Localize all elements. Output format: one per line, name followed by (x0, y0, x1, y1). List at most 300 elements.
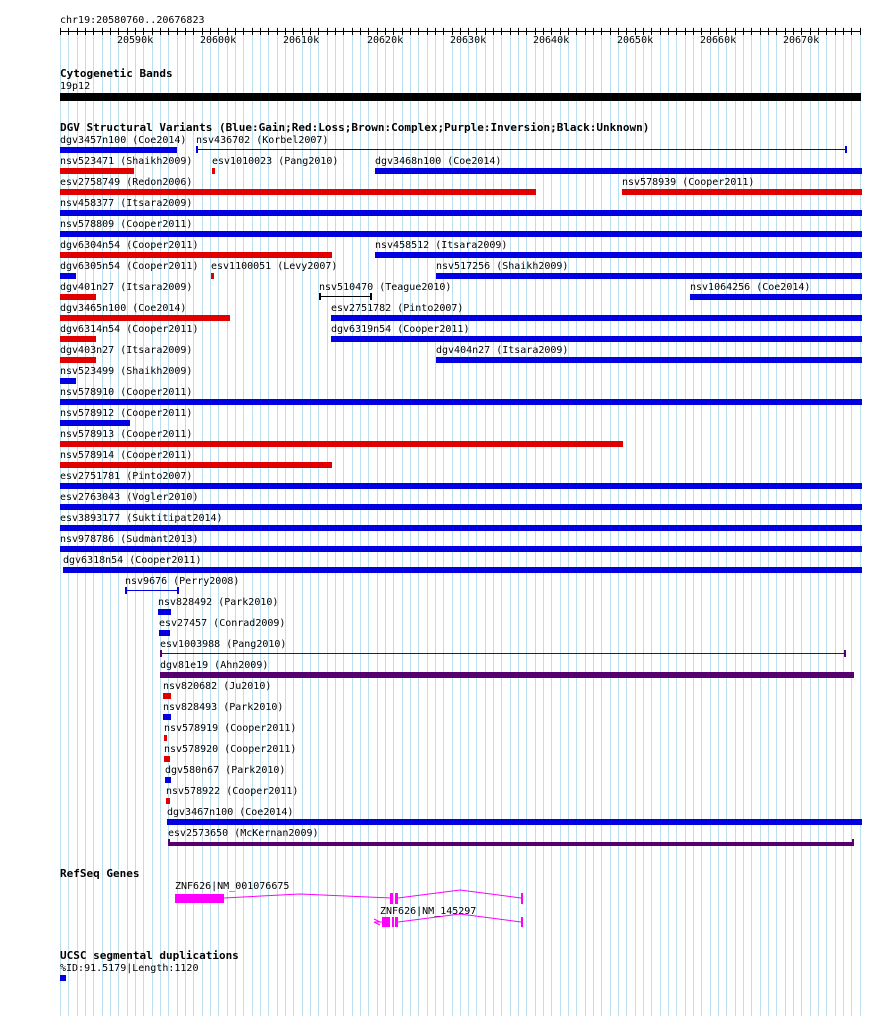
dgv-feature-label: esv1010023 (Pang2010) (212, 156, 339, 167)
ruler-tick-label: 20610k (283, 35, 320, 46)
grid-line (501, 27, 502, 1016)
gene-label-znf626-nm-001076675: ZNF626|NM_001076675 (175, 881, 290, 892)
ruler-tick (202, 28, 203, 35)
ruler-tick-label: 20650k (617, 35, 654, 46)
grid-line (843, 27, 844, 1016)
dgv-feature-end (844, 650, 846, 657)
ruler-tick (718, 28, 719, 35)
gene-intron (224, 894, 391, 898)
ruler-tick (385, 28, 386, 35)
dgv-feature-bar (60, 294, 96, 300)
dgv-feature-bar (60, 231, 862, 237)
dgv-feature-label: dgv3457n100 (Coe2014) (60, 135, 187, 146)
dgv-feature-bar (375, 168, 862, 174)
dgv-feature-label: nsv578919 (Cooper2011) (164, 723, 297, 734)
grid-line (443, 27, 444, 1016)
gene-znf626-nm-001076675[interactable] (175, 890, 523, 904)
ruler-tick (377, 28, 378, 35)
ruler-tick (252, 28, 253, 35)
grid-line (685, 27, 686, 1016)
dgv-feature-end (168, 839, 170, 846)
gene-intron (398, 890, 521, 898)
gene-exon (392, 917, 394, 927)
grid-line (826, 27, 827, 1016)
grid-line (285, 27, 286, 1016)
dgv-feature-label: nsv578912 (Cooper2011) (60, 408, 193, 419)
ruler-tick (127, 28, 128, 35)
grid-line (293, 27, 294, 1016)
dgv-feature-bar (60, 462, 332, 468)
dgv-feature-label: dgv6319n54 (Cooper2011) (331, 324, 470, 335)
grid-line (626, 27, 627, 1016)
grid-line (835, 27, 836, 1016)
grid-line (635, 27, 636, 1016)
dgv-feature-bar (164, 756, 170, 762)
grid-line (643, 27, 644, 1016)
grid-line (793, 27, 794, 1016)
grid-line (343, 27, 344, 1016)
grid-line (751, 27, 752, 1016)
ruler-tick (227, 28, 228, 35)
grid-line (601, 27, 602, 1016)
dgv-feature-bar (158, 609, 171, 615)
grid-line (576, 27, 577, 1016)
dgv-feature-bar (60, 504, 862, 510)
grid-line (860, 27, 861, 1016)
grid-line (526, 27, 527, 1016)
dgv-feature-bar (331, 336, 862, 342)
dgv-feature-bar (60, 525, 862, 531)
grid-line (327, 27, 328, 1016)
ruler-tick (260, 28, 261, 35)
grid-line (743, 27, 744, 1016)
ruler-tick (143, 28, 144, 35)
dgv-feature-label: nsv978786 (Sudmant2013) (60, 534, 199, 545)
ruler-tick (218, 28, 219, 35)
dgv-feature-end (845, 146, 847, 153)
ruler-tick (643, 28, 644, 35)
dgv-feature-bar (159, 630, 170, 636)
ruler-tick (285, 28, 286, 35)
dgv-feature-bar (168, 842, 853, 846)
dgv-feature-bar (212, 168, 215, 174)
dgv-feature-label: nsv523499 (Shaikh2009) (60, 366, 193, 377)
dgv-feature-bar (160, 672, 854, 678)
ruler-tick (368, 28, 369, 35)
grid-line (618, 27, 619, 1016)
dgv-feature-bar (60, 399, 862, 405)
ruler-tick (160, 28, 161, 35)
dgv-feature-label: esv2758749 (Redon2006) (60, 177, 193, 188)
grid-line (418, 27, 419, 1016)
gene-exon (395, 893, 398, 904)
ruler-tick-label: 20660k (700, 35, 737, 46)
grid-line (760, 27, 761, 1016)
dgv-feature-label: esv1100051 (Levy2007) (211, 261, 338, 272)
dgv-feature-label: esv2751781 (Pinto2007) (60, 471, 193, 482)
cytoband-label: 19p12 (60, 81, 91, 92)
ruler-tick (335, 28, 336, 35)
grid-line (726, 27, 727, 1016)
dgv-feature-label: dgv6318n54 (Cooper2011) (63, 555, 202, 566)
grid-line (801, 27, 802, 1016)
grid-line (810, 27, 811, 1016)
segdup-label: %ID:91.5179|Length:1120 (60, 963, 199, 974)
ruler-tick (77, 28, 78, 35)
grid-line (551, 27, 552, 1016)
ruler-tick (243, 28, 244, 35)
ruler-tick-label: 20640k (533, 35, 570, 46)
dgv-feature-bar (60, 147, 177, 153)
dgv-feature-label: nsv828492 (Park2010) (158, 597, 279, 608)
dgv-feature-bar (196, 149, 846, 150)
ruler-tick (835, 28, 836, 35)
grid-line (535, 27, 536, 1016)
dgv-feature-bar (436, 357, 862, 363)
ruler-tick (668, 28, 669, 35)
grid-line (460, 27, 461, 1016)
dgv-feature-end (125, 587, 127, 594)
dgv-feature-end (852, 839, 854, 846)
dgv-feature-label: nsv523471 (Shaikh2009) (60, 156, 193, 167)
dgv-feature-bar (60, 378, 76, 384)
dgv-feature-label: dgv81e19 (Ahn2009) (160, 660, 269, 671)
dgv-feature-label: nsv820682 (Ju2010) (163, 681, 272, 692)
dgv-feature-bar (622, 189, 862, 195)
dgv-feature-bar (60, 357, 96, 363)
dgv-feature-bar (436, 273, 862, 279)
grid-line (385, 27, 386, 1016)
ruler-tick (543, 28, 544, 35)
ruler-tick (785, 28, 786, 35)
dgv-feature-end (319, 293, 321, 300)
dgv-feature-label: nsv578939 (Cooper2011) (622, 177, 755, 188)
ruler-tick (701, 28, 702, 35)
grid-line (610, 27, 611, 1016)
ruler-tick (618, 28, 619, 35)
ruler-tick (410, 28, 411, 35)
dgv-feature-bar (60, 168, 134, 174)
dgv-feature-label: nsv578920 (Cooper2011) (164, 744, 297, 755)
ruler-tick (660, 28, 661, 35)
grid-line (585, 27, 586, 1016)
ruler-tick (560, 28, 561, 35)
dgv-feature-end (160, 650, 162, 657)
dgv-feature-bar (163, 693, 171, 699)
ruler-tick (85, 28, 86, 35)
grid-line (818, 27, 819, 1016)
ruler-tick (518, 28, 519, 35)
ruler-tick-label: 20630k (450, 35, 487, 46)
dgv-feature-label: dgv403n27 (Itsara2009) (60, 345, 193, 356)
ruler-tick (476, 28, 477, 35)
dgv-feature-label: nsv517256 (Shaikh2009) (436, 261, 569, 272)
grid-line (710, 27, 711, 1016)
ruler-tick-label: 20670k (783, 35, 820, 46)
ruler-tick (610, 28, 611, 35)
dgv-feature-label: esv27457 (Conrad2009) (159, 618, 286, 629)
dgv-feature-label: esv3893177 (Suktitipat2014) (60, 513, 223, 524)
dgv-feature-label: dgv6304n54 (Cooper2011) (60, 240, 199, 251)
grid-line (427, 27, 428, 1016)
dgv-feature-bar (166, 798, 170, 804)
grid-line (410, 27, 411, 1016)
ruler-tick (651, 28, 652, 35)
dgv-feature-label: dgv580n67 (Park2010) (165, 765, 286, 776)
dgv-feature-end (196, 146, 198, 153)
dgv-feature-label: nsv578809 (Cooper2011) (60, 219, 193, 230)
dgv-feature-label: nsv436702 (Korbel2007) (196, 135, 329, 146)
grid-line (352, 27, 353, 1016)
ruler-tick (726, 28, 727, 35)
ruler-tick (293, 28, 294, 35)
dgv-feature-label: dgv3468n100 (Coe2014) (375, 156, 502, 167)
dgv-feature-bar (125, 590, 178, 591)
ruler-tick (535, 28, 536, 35)
ruler-tick (402, 28, 403, 35)
gene-exon (175, 894, 224, 903)
grid-line (718, 27, 719, 1016)
dgv-feature-label: nsv9676 (Perry2008) (125, 576, 240, 587)
grid-line (701, 27, 702, 1016)
ruler-tick (485, 28, 486, 35)
dgv-feature-bar (60, 483, 862, 489)
ruler-tick (601, 28, 602, 35)
dgv-feature-bar (60, 546, 862, 552)
dgv-feature-bar (60, 336, 96, 342)
grid-line (368, 27, 369, 1016)
ruler-tick-label: 20600k (200, 35, 237, 46)
ruler-tick (710, 28, 711, 35)
ruler-tick (193, 28, 194, 35)
ruler-tick (93, 28, 94, 35)
ruler-tick (135, 28, 136, 35)
dgv-feature-label: dgv404n27 (Itsara2009) (436, 345, 569, 356)
dgv-feature-bar (165, 777, 171, 783)
grid-line (268, 27, 269, 1016)
dgv-feature-end (370, 293, 372, 300)
grid-line (402, 27, 403, 1016)
ruler-tick (452, 28, 453, 35)
dgv-feature-end (177, 587, 179, 594)
grid-line (302, 27, 303, 1016)
ruler-tick (60, 28, 61, 35)
grid-line (735, 27, 736, 1016)
grid-line (543, 27, 544, 1016)
grid-line (785, 27, 786, 1016)
grid-line (660, 27, 661, 1016)
dgv-feature-bar (60, 420, 130, 426)
dgv-feature-bar (60, 210, 862, 216)
ruler-tick (235, 28, 236, 35)
grid-line (235, 27, 236, 1016)
ruler-tick (210, 28, 211, 35)
grid-line (227, 27, 228, 1016)
grid-line (851, 27, 852, 1016)
ruler-tick (110, 28, 111, 35)
ruler-tick (593, 28, 594, 35)
ruler-tick (310, 28, 311, 35)
ruler-tick (501, 28, 502, 35)
ruler-tick (810, 28, 811, 35)
gene-exon (382, 917, 390, 927)
ruler-tick (793, 28, 794, 35)
ruler-tick (185, 28, 186, 35)
dgv-feature-label: nsv578922 (Cooper2011) (166, 786, 299, 797)
ruler-tick (676, 28, 677, 35)
dgv-feature-bar (375, 252, 862, 258)
dgv-feature-label: nsv458377 (Itsara2009) (60, 198, 193, 209)
dgv-feature-label: nsv510470 (Teague2010) (319, 282, 452, 293)
ruler-tick (626, 28, 627, 35)
ruler-tick (743, 28, 744, 35)
ruler-tick (68, 28, 69, 35)
dgv-feature-bar (331, 315, 862, 321)
grid-line (568, 27, 569, 1016)
ruler-tick (493, 28, 494, 35)
ruler-tick (768, 28, 769, 35)
ruler-tick (443, 28, 444, 35)
grid-line (776, 27, 777, 1016)
dgv-feature-label: nsv578914 (Cooper2011) (60, 450, 193, 461)
ruler-tick (735, 28, 736, 35)
grid-line (476, 27, 477, 1016)
ruler-tick (318, 28, 319, 35)
dgv-feature-bar (211, 273, 214, 279)
grid-line (676, 27, 677, 1016)
ruler-tick (277, 28, 278, 35)
ruler-tick (152, 28, 153, 35)
grid-line (510, 27, 511, 1016)
ruler-tick (568, 28, 569, 35)
ruler-tick (435, 28, 436, 35)
dgv-feature-bar (60, 252, 332, 258)
ruler-tick (268, 28, 269, 35)
ruler-tick (360, 28, 361, 35)
refseq-track-title: RefSeq Genes (60, 867, 140, 880)
grid-line (651, 27, 652, 1016)
ruler-tick (576, 28, 577, 35)
ruler-tick (418, 28, 419, 35)
ruler-tick (352, 28, 353, 35)
grid-line (335, 27, 336, 1016)
segdup-track-title: UCSC segmental duplications (60, 949, 239, 962)
grid-line (377, 27, 378, 1016)
grid-line (768, 27, 769, 1016)
dgv-feature-label: esv1003988 (Pang2010) (160, 639, 287, 650)
dgv-feature-label: esv2751782 (Pinto2007) (331, 303, 464, 314)
ruler-tick-label: 20590k (117, 35, 154, 46)
grid-line (485, 27, 486, 1016)
cytoband-bar[interactable] (60, 93, 861, 101)
grid-line (310, 27, 311, 1016)
ruler-tick (760, 28, 761, 35)
ruler-tick (826, 28, 827, 35)
grid-line (452, 27, 453, 1016)
dgv-feature-bar (164, 735, 167, 741)
grid-line (318, 27, 319, 1016)
grid-line (393, 27, 394, 1016)
ruler-tick (118, 28, 119, 35)
dgv-feature-bar (60, 189, 536, 195)
grid-line (593, 27, 594, 1016)
dgv-feature-label: dgv6305n54 (Cooper2011) (60, 261, 199, 272)
dgv-feature-bar (63, 567, 862, 573)
dgv-feature-bar (163, 714, 171, 720)
ruler-tick (460, 28, 461, 35)
ruler-tick (526, 28, 527, 35)
dgv-feature-bar (690, 294, 862, 300)
grid-line (252, 27, 253, 1016)
dgv-feature-label: dgv6314n54 (Cooper2011) (60, 324, 199, 335)
ruler-tick (818, 28, 819, 35)
grid-line (360, 27, 361, 1016)
dgv-feature-label: dgv3467n100 (Coe2014) (167, 807, 294, 818)
dgv-feature-label: nsv578913 (Cooper2011) (60, 429, 193, 440)
grid-line (468, 27, 469, 1016)
dgv-feature-label: dgv401n27 (Itsara2009) (60, 282, 193, 293)
ruler-tick (168, 28, 169, 35)
gene-exon (390, 893, 393, 904)
ruler-tick (551, 28, 552, 35)
ruler-tick (635, 28, 636, 35)
dgv-feature-label: esv2573650 (McKernan2009) (168, 828, 319, 839)
dgv-feature-bar (60, 441, 623, 447)
ruler-tick (585, 28, 586, 35)
ruler-tick (468, 28, 469, 35)
ruler-tick (776, 28, 777, 35)
dgv-feature-bar (60, 315, 230, 321)
ruler-tick (693, 28, 694, 35)
dgv-feature-label: nsv458512 (Itsara2009) (375, 240, 508, 251)
gene-exon (521, 893, 523, 904)
ruler-tick (510, 28, 511, 35)
grid-line (493, 27, 494, 1016)
dgv-feature-label: nsv578910 (Cooper2011) (60, 387, 193, 398)
grid-line (277, 27, 278, 1016)
grid-line (518, 27, 519, 1016)
ruler-tick (851, 28, 852, 35)
ruler-tick (393, 28, 394, 35)
segdup-bar[interactable] (60, 975, 66, 981)
ruler-tick (751, 28, 752, 35)
ruler-tick (302, 28, 303, 35)
ruler-tick (843, 28, 844, 35)
ruler-tick (102, 28, 103, 35)
grid-line (668, 27, 669, 1016)
grid-line (243, 27, 244, 1016)
dgv-track-title: DGV Structural Variants (Blue:Gain;Red:Loss;Brown:Complex;Purple:Inversion;Black:Unknown) (60, 121, 650, 134)
ruler-tick (427, 28, 428, 35)
ruler-tick-label: 20620k (367, 35, 404, 46)
dgv-feature-bar (60, 273, 76, 279)
region-label: chr19:20580760..20676823 (60, 15, 205, 26)
dgv-feature-label: esv2763043 (Vogler2010) (60, 492, 199, 503)
ruler-tick (177, 28, 178, 35)
cytoband-track-title: Cytogenetic Bands (60, 67, 173, 80)
ruler-tick (327, 28, 328, 35)
grid-line (693, 27, 694, 1016)
grid-line (435, 27, 436, 1016)
ruler-tick (343, 28, 344, 35)
grid-line (560, 27, 561, 1016)
dgv-feature-label: nsv1064256 (Coe2014) (690, 282, 811, 293)
dgv-feature-label: dgv3465n100 (Coe2014) (60, 303, 187, 314)
grid-line (260, 27, 261, 1016)
dgv-feature-bar (160, 653, 845, 654)
gene-label-znf626-nm-145297: ZNF626|NM_145297 (380, 906, 477, 917)
ruler-tick (685, 28, 686, 35)
